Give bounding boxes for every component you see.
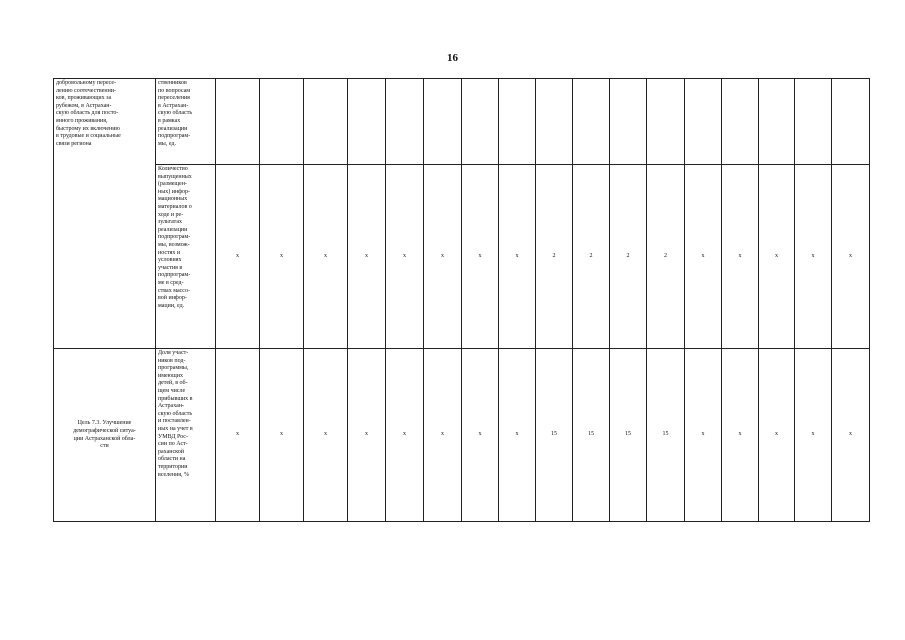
value-cell: x: [348, 165, 386, 349]
value-cell: x: [260, 165, 304, 349]
value-cell: x: [832, 165, 870, 349]
value-cell: x: [499, 165, 536, 349]
value-cell: [260, 79, 304, 165]
value-cell: [304, 79, 348, 165]
table-row: [54, 349, 870, 522]
value-cell: x: [304, 349, 348, 522]
value-cell: [348, 79, 386, 165]
value-cell: 15: [573, 349, 610, 522]
value-cell: [386, 79, 424, 165]
value-cell: [536, 79, 573, 165]
value-cell: x: [795, 165, 832, 349]
value-cell: [795, 79, 832, 165]
value-cell: x: [795, 349, 832, 522]
value-cell: 15: [610, 349, 647, 522]
goal-cell: добровольному пересе- лению соотечественни- ков, проживающих за рубежом, в Астрахан- скую область для посто- янного проживания, быстрому их включению в трудовые и социальные связи региона: [54, 79, 156, 349]
indicator-cell: ственников по вопросам переселения в Астрахан- скую область в рамках реализации подпрограм- мы, ед.: [156, 79, 216, 165]
goal-cell: Цель 7.3. Улучшение демографической ситуа- ции Астраханской обла- сти: [54, 349, 156, 522]
value-cell: [499, 79, 536, 165]
table-row: [54, 165, 870, 349]
table-row: [54, 79, 870, 165]
value-cell: [573, 79, 610, 165]
value-cell: 2: [610, 165, 647, 349]
value-cell: 15: [536, 349, 573, 522]
value-cell: x: [424, 349, 462, 522]
value-cell: 2: [573, 165, 610, 349]
value-cell: 2: [536, 165, 573, 349]
value-cell: x: [216, 165, 260, 349]
value-cell: x: [386, 165, 424, 349]
value-cell: x: [348, 349, 386, 522]
value-cell: [462, 79, 499, 165]
value-cell: [424, 79, 462, 165]
value-cell: [216, 79, 260, 165]
value-cell: x: [216, 349, 260, 522]
value-cell: x: [722, 349, 759, 522]
indicators-table: [53, 78, 870, 522]
value-cell: [722, 79, 759, 165]
value-cell: x: [424, 165, 462, 349]
indicator-cell: Доля участ- ников под- программы, имеющих детей, в об- щем числе прибывших в Астрахан- скую область и поставлен- ных на учет в УМВД Рос- сии по Аст- раханской области на территории вселения, %: [156, 349, 216, 522]
value-cell: x: [386, 349, 424, 522]
value-cell: 2: [647, 165, 685, 349]
value-cell: [647, 79, 685, 165]
value-cell: x: [685, 349, 722, 522]
value-cell: x: [499, 349, 536, 522]
value-cell: [832, 79, 870, 165]
value-cell: x: [462, 165, 499, 349]
value-cell: x: [462, 349, 499, 522]
value-cell: x: [759, 165, 795, 349]
value-cell: x: [304, 165, 348, 349]
value-cell: x: [759, 349, 795, 522]
value-cell: x: [832, 349, 870, 522]
value-cell: [685, 79, 722, 165]
page-number: 16: [447, 52, 458, 64]
value-cell: x: [685, 165, 722, 349]
indicator-cell: Количество выпущенных (размещен- ных) инфор- мационных материалов о ходе и ре- зультатах реализации подпрограм- мы, возмож- ностях и условиях участия в подпрограм- ме в сред- ствах массо- вой инфор- мации, ед.: [156, 165, 216, 349]
value-cell: 15: [647, 349, 685, 522]
value-cell: x: [722, 165, 759, 349]
value-cell: [610, 79, 647, 165]
value-cell: x: [260, 349, 304, 522]
value-cell: [759, 79, 795, 165]
